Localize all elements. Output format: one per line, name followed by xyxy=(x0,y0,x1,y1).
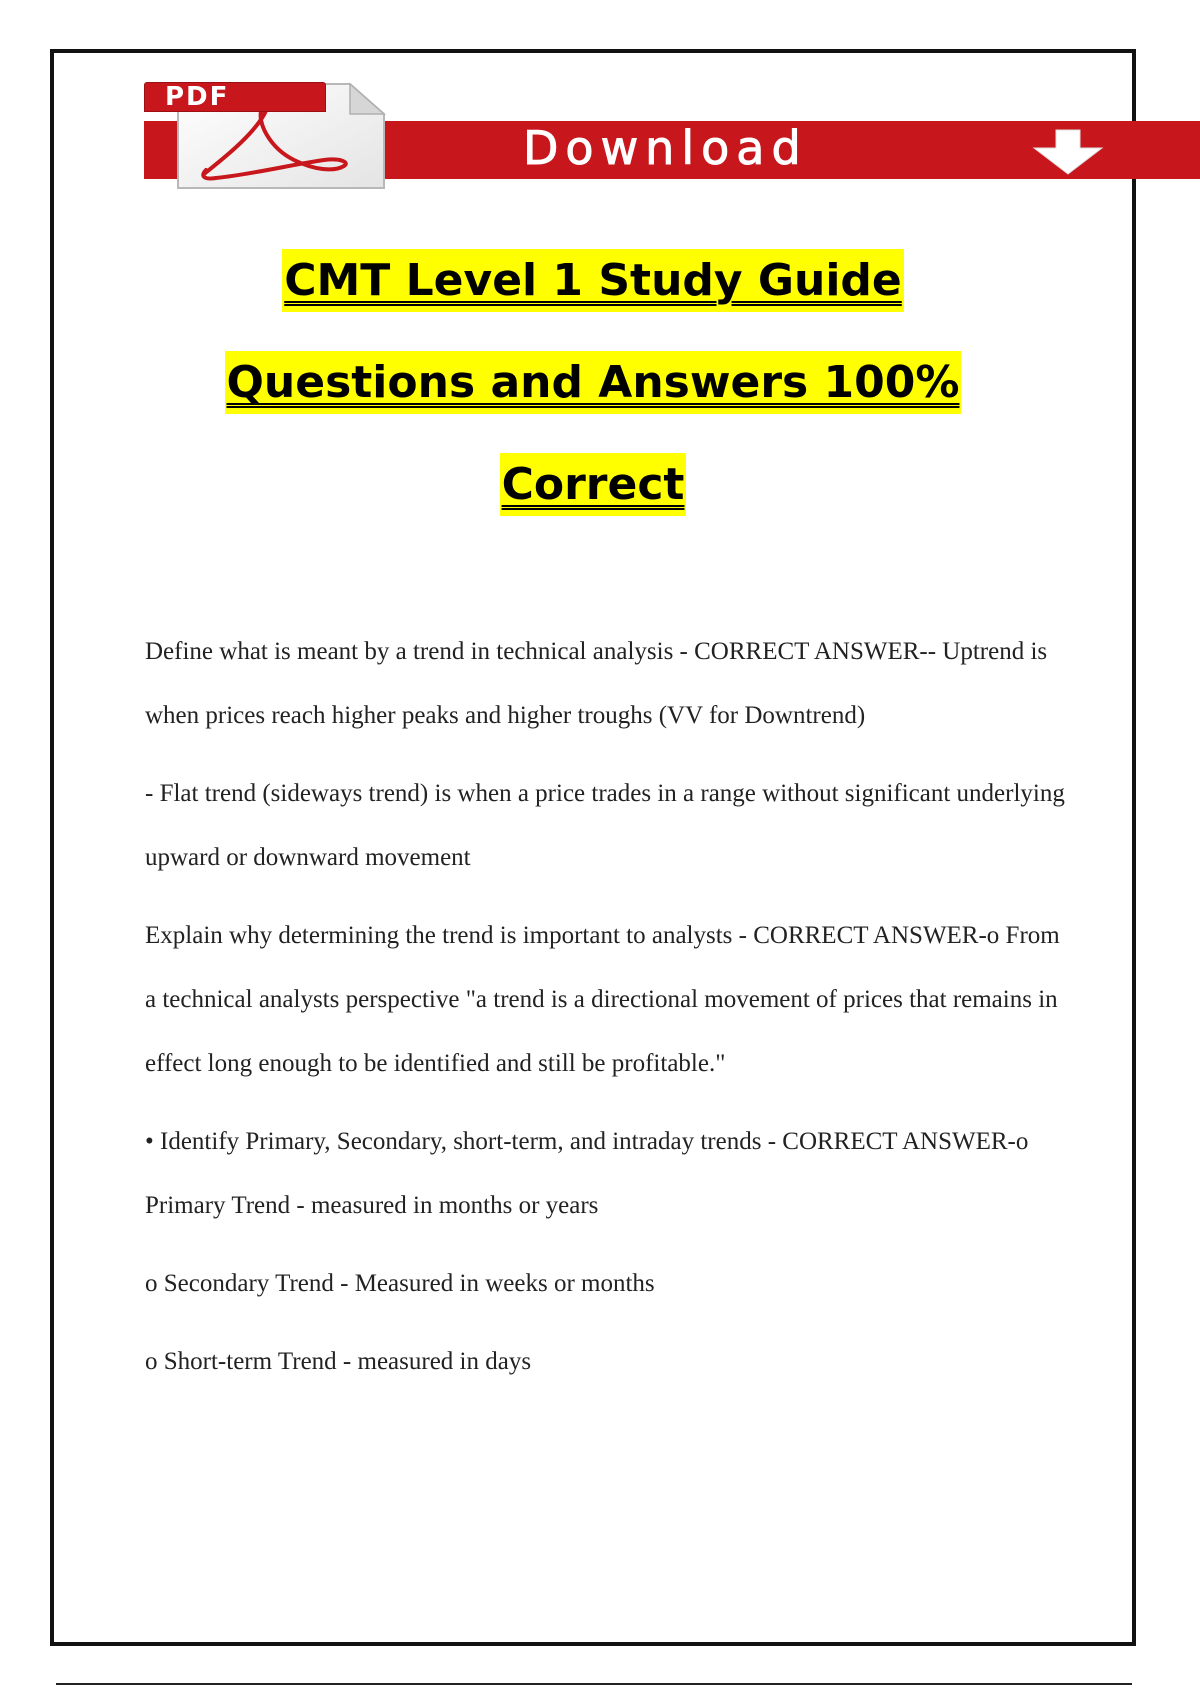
download-banner-label[interactable]: Download xyxy=(523,121,808,175)
pdf-label: PDF xyxy=(165,82,230,112)
title-text-2: Questions and Answers 100% xyxy=(225,351,962,414)
paragraph-trend-importance: Explain why determining the trend is important to analysts - CORRECT ANSWER-o From a technical analysts perspective "a trend is a directional movement of prices that remains in effect long enough to be identified and still be profitable." xyxy=(145,922,1060,1077)
title-line-2 xyxy=(50,332,1136,434)
document-body xyxy=(145,620,1065,1408)
title-text-1: CMT Level 1 Study Guide xyxy=(282,249,904,312)
paragraph-flat-trend: - Flat trend (sideways trend) is when a price trades in a range without significant underlying upward or downward movement xyxy=(145,780,1065,871)
bottom-divider xyxy=(56,1683,1132,1685)
title-text-3: Correct xyxy=(500,453,687,516)
paragraph-trend-types: • Identify Primary, Secondary, short-term, and intraday trends - CORRECT ANSWER-o Primary Trend - measured in months or years xyxy=(145,1128,1029,1219)
title-line-1 xyxy=(50,230,1136,332)
paragraph-trend-definition: Define what is meant by a trend in technical analysis - CORRECT ANSWER-- Uptrend is when prices reach higher peaks and higher troughs (VV for Downtrend) xyxy=(145,638,1048,729)
document-title xyxy=(50,230,1136,536)
title-line-3 xyxy=(50,434,1136,536)
down-arrow-icon[interactable] xyxy=(1030,128,1106,176)
paragraph-secondary-trend: o Secondary Trend - Measured in weeks or months xyxy=(145,1270,655,1297)
paragraph-short-term-trend: o Short-term Trend - measured in days xyxy=(145,1348,532,1375)
